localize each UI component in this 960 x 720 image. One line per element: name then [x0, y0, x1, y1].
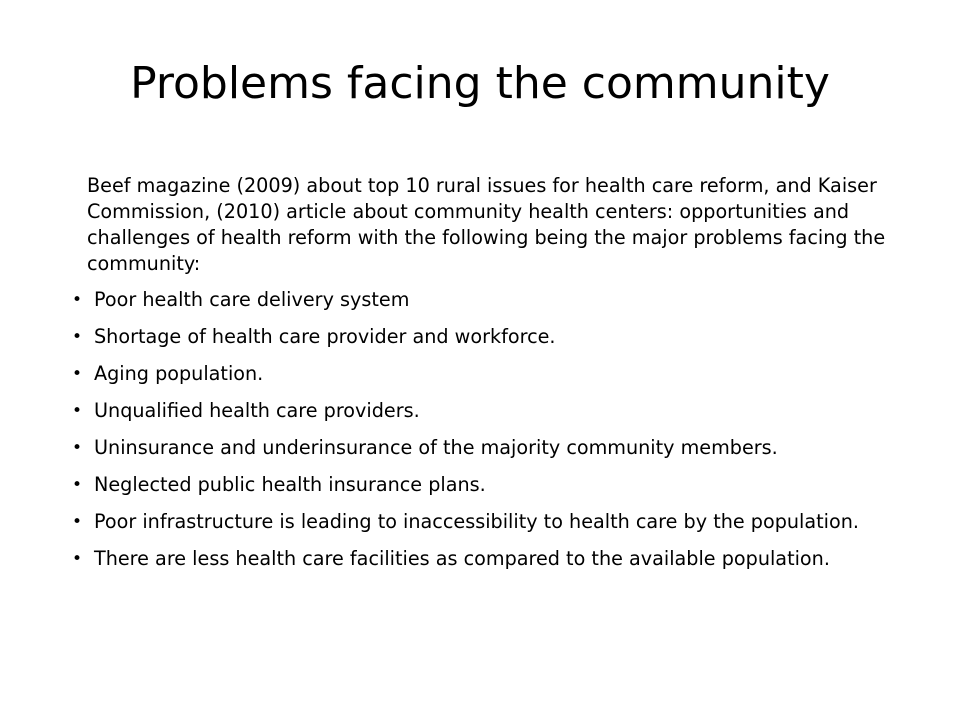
bullet-text: Uninsurance and underinsurance of the majority community members. — [94, 436, 778, 459]
bullet-item — [72, 509, 887, 535]
intro-paragraph: Beef magazine (2009) about top 10 rural issues for health care reform, and Kaiser Commission, (2010) article about community health centers: opportunities and challenges of health reform with the following being the major problems facing the community: — [87, 174, 886, 275]
bullet-icon: • — [72, 438, 83, 458]
bullet-icon: • — [72, 364, 83, 384]
bullet-list — [72, 287, 887, 572]
bullet-item — [72, 472, 887, 498]
bullet-text: Aging population. — [94, 362, 264, 385]
slide-title: Problems facing the community — [130, 58, 830, 109]
bullet-text: Unqualified health care providers. — [94, 399, 420, 422]
bullet-item — [72, 287, 887, 313]
bullet-item — [72, 435, 887, 461]
bullet-icon: • — [72, 327, 83, 347]
bullet-icon: • — [72, 401, 83, 421]
bullet-icon: • — [72, 549, 83, 569]
bullet-text: Neglected public health insurance plans. — [94, 473, 486, 496]
bullet-text: Poor health care delivery system — [94, 288, 410, 311]
bullet-item — [72, 324, 887, 350]
slide-body — [72, 173, 887, 583]
bullet-text: Poor infrastructure is leading to inaccessibility to health care by the population. — [94, 510, 859, 533]
bullet-icon: • — [72, 512, 83, 532]
bullet-item — [72, 361, 887, 387]
bullet-icon: • — [72, 475, 83, 495]
bullet-item — [72, 546, 887, 572]
bullet-text: Shortage of health care provider and workforce. — [94, 325, 556, 348]
bullet-item — [72, 398, 887, 424]
bullet-icon: • — [72, 290, 83, 310]
bullet-text: There are less health care facilities as compared to the available population. — [94, 547, 830, 570]
